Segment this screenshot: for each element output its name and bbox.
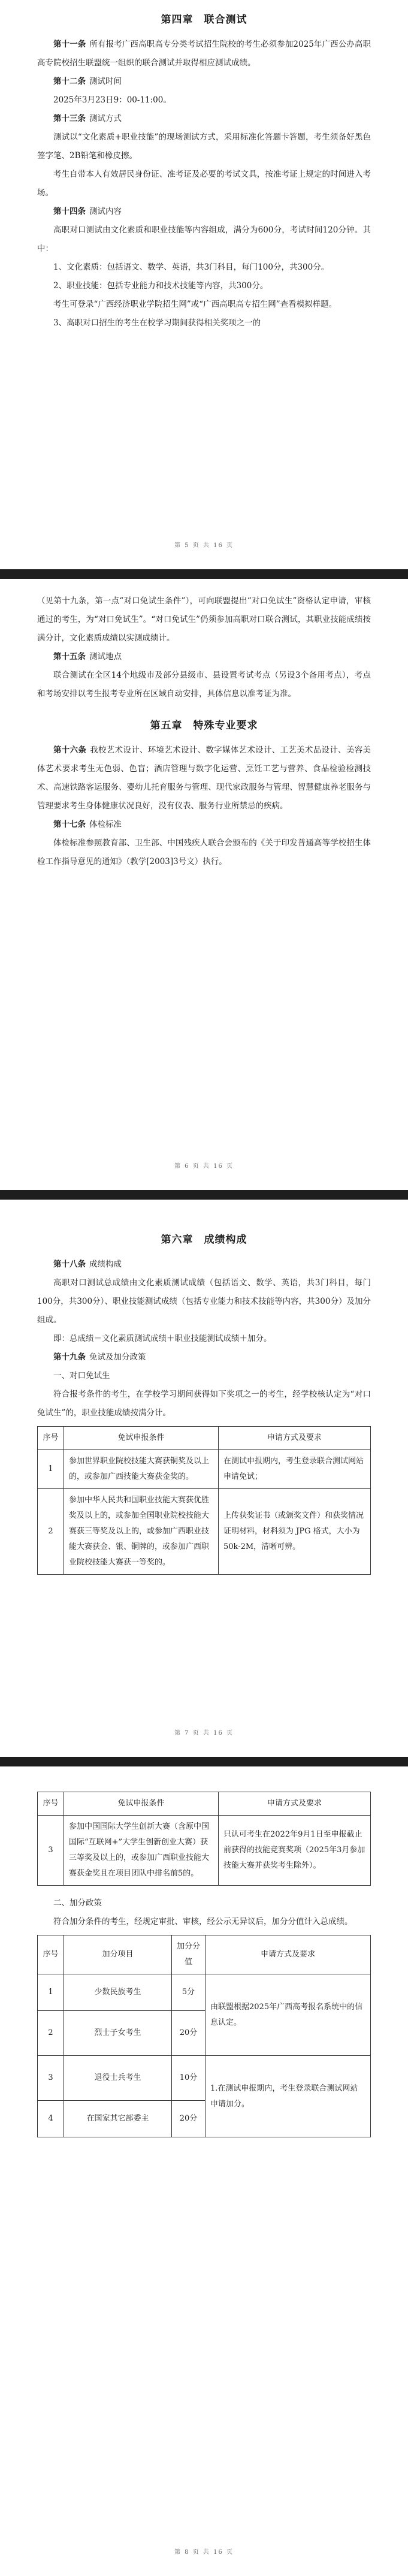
table-cell-no: 2 bbox=[38, 1489, 64, 1575]
chapter-heading: 第六章 成绩构成 bbox=[161, 1234, 247, 1246]
table-header: 申请方式及要求 bbox=[219, 1427, 371, 1450]
bonus-points-table bbox=[37, 1935, 371, 2137]
chapter-heading: 第四章 联合测试 bbox=[161, 14, 247, 26]
table-row bbox=[38, 1816, 371, 1886]
table-header: 序号 bbox=[38, 1935, 64, 1974]
table-cell-points: 20分 bbox=[172, 2011, 205, 2056]
paragraph: 2025年3月23日9：00-11:00。 bbox=[53, 95, 171, 105]
article-label: 第十七条 bbox=[53, 820, 86, 829]
article-18 bbox=[37, 1255, 371, 1274]
article-15 bbox=[37, 648, 371, 666]
table-cell-item: 退役士兵考生 bbox=[64, 2056, 172, 2101]
article-label: 第十二条 bbox=[53, 77, 86, 86]
paragraph: （见第十九条，第一点“对口免试生条件”），可向联盟提出“对口免试生”资格认定申请，审核通过的考生，为“对口免试生”。“对口免试生”仍须参加高职对口联合测试，其职业技能成绩按满分计，文化素质成绩以实测成绩计。 bbox=[37, 596, 371, 643]
article-text: 我校艺术设计、环境艺术设计、数字媒体艺术设计、工艺美术品设计、美容美体艺术要求考生无色弱、色盲；酒店管理与数字化运营、烹饪工艺与营养、食品检验检测技术、高速铁路客运服务、婴幼儿托育服务与管理、现代家政服务与管理、智慧健康养老服务与管理要求考生身体健康状况良好，没有仪表、服务行业所禁忌的疾病。 bbox=[37, 745, 371, 811]
article-label: 第十八条 bbox=[53, 1260, 86, 1269]
paragraph: 体检标准参照教育部、卫生部、中国残疾人联合会颁布的《关于印发普通高等学校招生体检工作指导意见的通知》（教学[2003]3号文）执行。 bbox=[37, 838, 371, 866]
table-header-row bbox=[38, 1792, 371, 1816]
table-header: 申请方式及要求 bbox=[219, 1792, 371, 1816]
article-label: 第十四条 bbox=[53, 207, 86, 216]
article-text: 所有报考广西高职高专分类考试招生院校的考生必须参加2025年广西公办高职高专院校招生联盟统一组织的联合测试并取得相应测试成绩。 bbox=[37, 40, 371, 68]
paragraph: 高职对口测试由文化素质和职业技能等内容组成，满分为600分，考试时间120分钟。其中： bbox=[37, 225, 371, 253]
table-cell-points: 20分 bbox=[172, 2101, 205, 2137]
table-cell-requirement: 只认可考生在2022年9月1日至申报截止前获得的技能竞赛奖项（2025年3月参加技能大赛并获奖考生除外）。 bbox=[219, 1816, 371, 1886]
table-cell-no: 1 bbox=[38, 1974, 64, 2011]
table-header-row bbox=[38, 1427, 371, 1450]
table-row bbox=[38, 1489, 371, 1575]
table-header: 免试申报条件 bbox=[64, 1792, 219, 1816]
exemption-table-continued bbox=[37, 1792, 371, 1886]
paragraph: 符合加分条件的考生，经规定审批、审核，经公示无异议后，加分分值计入总成绩。 bbox=[53, 1917, 353, 1926]
article-title: 测试时间 bbox=[89, 77, 122, 86]
article-title: 测试内容 bbox=[89, 207, 122, 216]
paragraph: 测试以“文化素质+职业技能”的现场测试方式，采用标准化答题卡答题，考生须备好黑色签字笔、2B铅笔和橡皮擦。 bbox=[37, 132, 371, 161]
document-page-8 bbox=[0, 1766, 408, 2576]
paragraph: 考生可登录“广西经济职业学院招生网”或“广西高职高专招生网”查看模拟样题。 bbox=[53, 300, 337, 309]
page-separator bbox=[0, 1190, 408, 1200]
table-cell-points: 5分 bbox=[172, 1974, 205, 2011]
article-title: 测试方式 bbox=[89, 114, 122, 123]
article-title: 免试及加分政策 bbox=[89, 1352, 146, 1362]
table-cell-no: 2 bbox=[38, 2011, 64, 2056]
table-cell-no: 3 bbox=[38, 1816, 64, 1886]
article-19 bbox=[37, 1348, 371, 1367]
list-item: 1、文化素质：包括语文、数学、英语，共3门科目，每门100分，共300分。 bbox=[53, 262, 330, 272]
paragraph: 联合测试在全区14个地级市及部分县级市、县设置考试考点（另设3个备用考点），考点和考场安排以考生报考专业所在区域自动安排，具体信息以准考证为准。 bbox=[37, 671, 371, 699]
table-header: 序号 bbox=[38, 1792, 64, 1816]
article-label: 第十一条 bbox=[53, 40, 86, 49]
page-separator bbox=[0, 1757, 408, 1766]
article-label: 第十三条 bbox=[53, 114, 86, 123]
table-cell-points: 10分 bbox=[172, 2056, 205, 2101]
page-number: 第 8 页 共 16 页 bbox=[174, 2549, 234, 2556]
page-number: 第 6 页 共 16 页 bbox=[174, 1163, 234, 1170]
table-header: 加分分值 bbox=[172, 1935, 205, 1974]
document-page-7 bbox=[0, 1200, 408, 1757]
table-cell-requirement: 在测试申报期内，考生登录联合测试网站申请免试； bbox=[219, 1450, 371, 1489]
table-cell-item: 少数民族考生 bbox=[64, 1974, 172, 2011]
exemption-table bbox=[37, 1426, 371, 1575]
section-heading: 一、对口免试生 bbox=[53, 1371, 110, 1381]
article-label: 第十五条 bbox=[53, 652, 86, 662]
section-heading: 二、加分政策 bbox=[53, 1898, 102, 1908]
article-title: 成绩构成 bbox=[89, 1260, 122, 1269]
paragraph: 考生自带本人有效居民身份证、准考证及必要的考试文具，按准考证上规定的时间进入考场。 bbox=[37, 170, 371, 198]
paragraph: 高职对口测试总成绩由文化素质测试成绩（包括语文、数学、英语，共3门科目，每门100分，共300分）、职业技能测试成绩（包括专业能力和技术技能等内容，共300分）及加分组成。 bbox=[37, 1278, 371, 1325]
table-row bbox=[38, 1974, 371, 2011]
table-cell-requirement: 由联盟根据2025年广西高考报名系统中的信息认定。 bbox=[205, 1974, 371, 2056]
paragraph: 符合报考条件的考生，在学校学习期间获得如下奖项之一的考生，经学校核认定为“对口免试生”的，职业技能成绩按满分计。 bbox=[37, 1390, 371, 1418]
article-title: 测试地点 bbox=[89, 652, 122, 662]
list-item: 2、职业技能：包括专业能力和技术技能等内容，共300分。 bbox=[53, 281, 268, 291]
table-header-row bbox=[38, 1935, 371, 1974]
table-header: 加分项目 bbox=[64, 1935, 172, 1974]
table-cell-condition: 参加中华人民共和国职业技能大赛获优胜奖及以上的，或参加全国职业院校技能大赛获三等奖及以上的，或参加广西职业技能大赛获金、银、铜牌的，或参加广西职业院校技能大赛获一等奖的。 bbox=[64, 1489, 219, 1575]
table-cell-requirement: 上传获奖证书（或颁奖文件）和获奖情况证明材料，材料须为 JPG 格式，大小为 50k-2M，清晰可辨。 bbox=[219, 1489, 371, 1575]
article-title: 体检标准 bbox=[89, 820, 122, 829]
article-label: 第十九条 bbox=[53, 1352, 86, 1362]
table-cell-requirement: 1.在测试申报期内，考生登录联合测试网站申请加分。 bbox=[205, 2056, 371, 2137]
table-cell-item: 烈士子女考生 bbox=[64, 2011, 172, 2056]
chapter-heading: 第五章 特殊专业要求 bbox=[150, 720, 258, 732]
table-header: 序号 bbox=[38, 1427, 64, 1450]
table-cell-no: 3 bbox=[38, 2056, 64, 2101]
table-cell-condition: 参加中国国际大学生创新大赛（含原中国国际“互联网+”大学生创新创业大赛）获三等奖及以上的，或参加广西职业技能大赛获金奖且在项目团队中排名前5的。 bbox=[64, 1816, 219, 1886]
article-17 bbox=[37, 816, 371, 834]
table-row bbox=[38, 2056, 371, 2101]
document-page-5 bbox=[0, 0, 408, 569]
article-12 bbox=[37, 73, 371, 91]
table-cell-item: 在国家其它部委主 bbox=[64, 2101, 172, 2137]
document-page-6 bbox=[0, 579, 408, 1190]
table-cell-condition: 参加世界职业院校技能大赛获铜奖及以上的，或参加广西技能大赛获金奖的。 bbox=[64, 1450, 219, 1489]
article-14 bbox=[37, 203, 371, 221]
article-13 bbox=[37, 110, 371, 128]
table-header: 免试申报条件 bbox=[64, 1427, 219, 1450]
article-11 bbox=[37, 35, 371, 73]
table-row bbox=[38, 1450, 371, 1489]
page-number: 第 5 页 共 16 页 bbox=[174, 542, 234, 549]
table-cell-no: 4 bbox=[38, 2101, 64, 2137]
article-16 bbox=[37, 741, 371, 816]
table-cell-no: 1 bbox=[38, 1450, 64, 1489]
list-item: 3、高职对口招生的考生在校学习期间获得相关奖项之一的 bbox=[53, 318, 261, 328]
page-number: 第 7 页 共 16 页 bbox=[174, 1730, 234, 1737]
table-header: 申请方式及要求 bbox=[205, 1935, 371, 1974]
paragraph: 即：总成绩＝文化素质测试成绩＋职业技能测试成绩＋加分。 bbox=[53, 1334, 272, 1343]
page-separator bbox=[0, 569, 408, 579]
article-label: 第十六条 bbox=[53, 745, 87, 755]
